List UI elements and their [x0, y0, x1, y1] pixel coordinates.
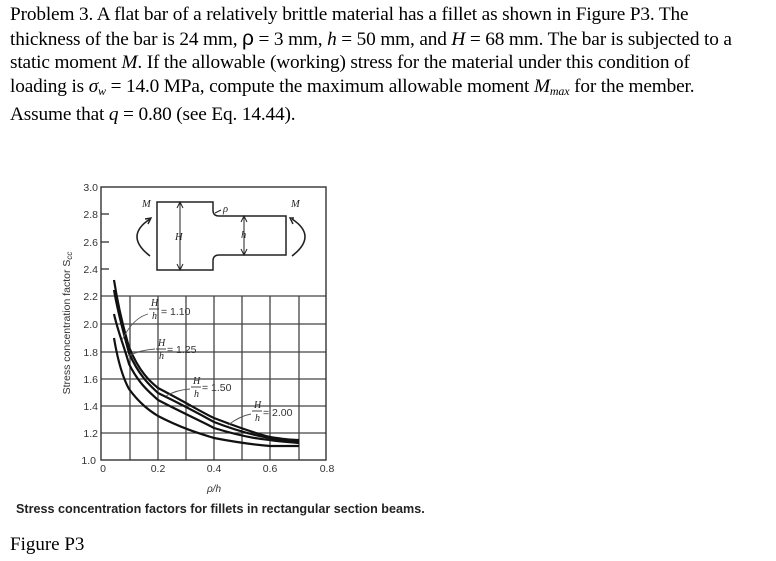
chart-curves — [114, 280, 299, 446]
y-tick-labels — [81, 182, 98, 467]
x-tick-labels — [100, 463, 334, 475]
moment-right-label: M — [291, 199, 300, 210]
M-symbol: M — [121, 52, 138, 74]
figure-label: Figure P3 — [10, 534, 85, 555]
svg-text:= 1.25: = 1.25 — [167, 344, 197, 356]
svg-text:2.2: 2.2 — [83, 291, 98, 303]
H-symbol: H — [451, 28, 466, 50]
svg-text:H: H — [193, 376, 201, 387]
rho-label: ρ — [223, 204, 229, 215]
moment-left-label: M — [142, 199, 151, 210]
curve-label-1.10 — [122, 298, 191, 340]
H-dimension-label: H — [175, 232, 183, 243]
svg-text:0.2: 0.2 — [150, 463, 166, 475]
sigma-symbol: σ — [88, 75, 99, 97]
rho-symbol: ρ — [242, 26, 254, 50]
fillet-bar-diagram — [137, 202, 305, 270]
svg-text:H: H — [151, 298, 159, 309]
svg-text:0.8: 0.8 — [319, 463, 335, 475]
svg-text:0: 0 — [100, 463, 106, 475]
svg-text:H: H — [158, 338, 166, 349]
svg-text:1.8: 1.8 — [83, 347, 98, 359]
svg-text:1.0: 1.0 — [81, 455, 96, 467]
svg-text:= 1.10: = 1.10 — [161, 306, 191, 318]
svg-text:h: h — [255, 413, 260, 424]
problem-line-2: thickness of the bar is 24 mm, ρ = 3 mm, h = 50 mm, and H = 68 mm. The bar is subjected to a — [10, 26, 732, 50]
svg-text:3.0: 3.0 — [83, 182, 98, 194]
svg-text:1.4: 1.4 — [83, 401, 98, 413]
svg-text:2.8: 2.8 — [83, 209, 98, 221]
svg-text:h: h — [194, 389, 199, 400]
svg-text:= 1.50: = 1.50 — [202, 382, 232, 394]
problem-line-3: static moment M. If the allowable (working) stress for the material under this condition of — [10, 52, 690, 74]
x-axis-label: ρ/h — [206, 484, 222, 495]
chart-grid — [101, 296, 326, 460]
Mmax-symbol: M — [533, 75, 550, 97]
q-symbol: q — [108, 104, 119, 126]
svg-text:2.4: 2.4 — [83, 264, 98, 276]
problem-line-5: Assume that q = 0.80 (see Eq. 14.44). — [10, 104, 296, 126]
figure-caption: Stress concentration factors for fillets in rectangular section beams. — [16, 502, 425, 516]
y-axis-label: Stress concentration factor Scc — [61, 251, 74, 395]
problem-line-4: loading is $\sigma_w = 14.0$ MPa, compute the maximum allowable moment $M_{max}$ for the member. — [10, 75, 695, 98]
svg-text:h: h — [152, 311, 157, 322]
svg-text:1.2: 1.2 — [83, 428, 98, 440]
svg-text:0.6: 0.6 — [262, 463, 278, 475]
svg-text:H: H — [254, 400, 262, 411]
h-symbol: h — [327, 28, 337, 50]
svg-text:0.4: 0.4 — [206, 463, 222, 475]
svg-text:2.0: 2.0 — [83, 319, 98, 331]
svg-text:2.6: 2.6 — [83, 237, 98, 249]
h-dimension-label: h — [241, 230, 247, 241]
curve-label-2.00 — [228, 400, 293, 425]
svg-text:= 2.00: = 2.00 — [263, 407, 293, 419]
svg-text:h: h — [159, 351, 164, 362]
svg-text:1.6: 1.6 — [83, 374, 98, 386]
problem-line-1: Problem 3. A flat bar of a relatively brittle material has a fillet as shown in Figure P3. The — [10, 4, 689, 25]
y-tick-marks — [101, 214, 109, 269]
